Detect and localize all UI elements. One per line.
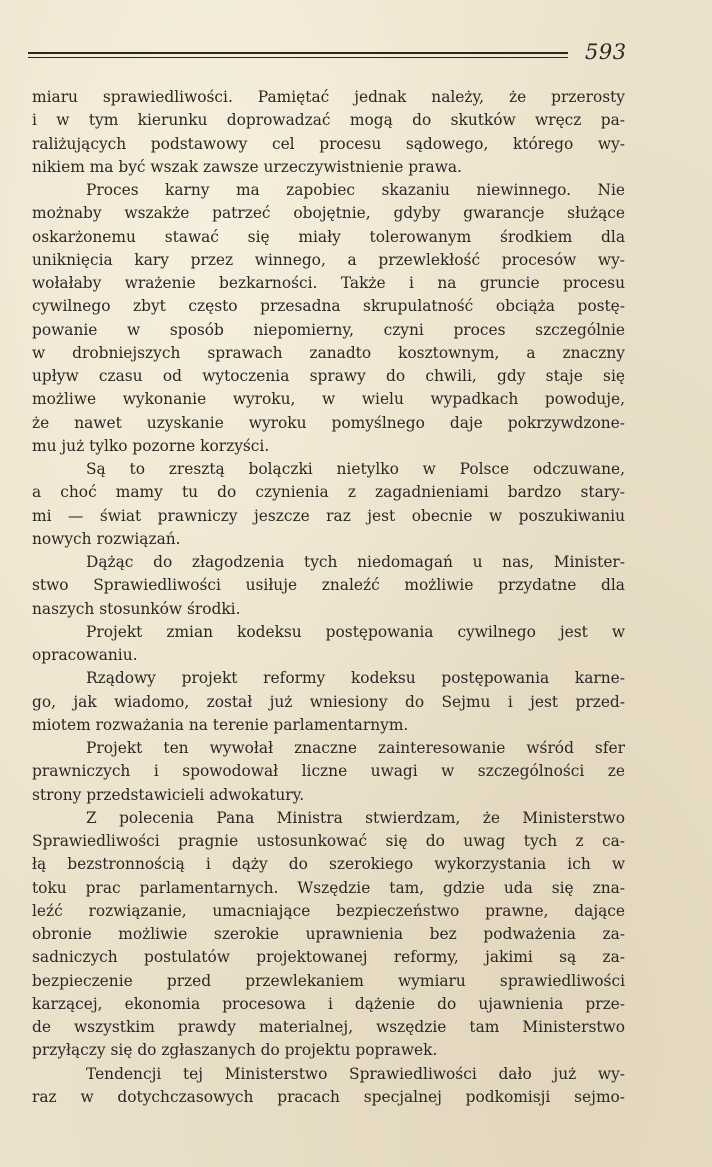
text-line: Sprawiedliwości pragnie ustosunkować się do uwag tych z ca- [32,832,625,850]
text-line: Tendencji tej Ministerstwo Sprawiedliwości dało już wy- [86,1064,625,1083]
text-line: go, jak wiadomo, został już wniesiony do Sejmu i jest przed- [32,692,625,711]
text-line: cywilnego zbyt często przesadna skrupulatność obciąża postę- [32,297,625,316]
text-line: karzącej, ekonomia procesowa i dążenie do ujawnienia prze- [32,994,625,1013]
text-line: oskarżonemu stawać się miały tolerowanym środkiem dla [32,227,625,246]
text-line: nikiem ma być wszak zawsze urzeczywistnienie prawa. [32,157,462,176]
header-rule [28,52,568,62]
text-line: przyłączy się do zgłaszanych do projektu poprawek. [32,1041,438,1060]
text-line: Z polecenia Pana Ministra stwierdzam, że Ministerstwo [86,808,625,827]
text-line: Rządowy projekt reformy kodeksu postępowania karne- [86,669,625,688]
text-line: raliżujących podstawowy cel procesu sądowego, którego wy- [32,134,625,153]
page-number: 593 [585,40,627,64]
text-line: miotem rozważania na terenie parlamentarnym. [32,715,409,734]
header-rule-line-top [28,52,568,54]
text-line: strony przedstawicieli adwokatury. [32,785,305,804]
text-line: Projekt ten wywołał znaczne zainteresowanie wśród sfer [86,739,625,757]
text-line: leźć rozwiązanie, umacniające bezpieczeństwo prawne, dające [32,901,625,920]
text-line: i w tym kierunku doprowadzać mogą do skutków wręcz pa- [32,111,625,130]
text-line: łą bezstronnością i dąży do szerokiego wykorzystania ich w [32,855,625,874]
text-line: upływ czasu od wytoczenia sprawy do chwili, gdy staje się [32,367,625,385]
text-line: że nawet uzyskanie wyroku pomyślnego daje pokrzywdzone- [32,413,625,432]
text-line: uniknięcia kary przez winnego, a przewlekłość procesów wy- [32,250,625,269]
text-line: możnaby wszakże patrzeć obojętnie, gdyby gwarancje służące [32,204,625,223]
text-line: wołałaby wrażenie bezkarności. Także i na gruncie procesu [32,274,625,292]
text-line: mu już tylko pozorne korzyści. [32,436,270,455]
text-line: opracowaniu. [32,646,138,664]
text-line: możliwe wykonanie wyroku, w wielu wypadkach powoduje, [32,390,625,409]
body-text [32,86,625,1109]
text-line: obronie możliwie szerokie uprawnienia bez podważenia za- [32,925,625,943]
text-line: stwo Sprawiedliwości usiłuje znaleźć możliwie przydatne dla [32,576,625,595]
text-line: naszych stosunków środki. [32,599,241,618]
text-line: w drobniejszych sprawach zanadto kosztownym, a znaczny [32,343,625,362]
text-line: bezpieczenie przed przewlekaniem wymiaru sprawiedliwości [32,971,625,990]
text-line: a choć mamy tu do czynienia z zagadnieniami bardzo stary- [32,483,625,502]
text-line: powanie w sposób niepomierny, czyni proces szczególnie [32,320,625,339]
text-line: raz w dotychczasowych pracach specjalnej podkomisji sejmo- [32,1087,625,1106]
text-line: Proces karny ma zapobiec skazaniu niewinnego. Nie [86,181,625,199]
text-line: toku prac parlamentarnych. Wszędzie tam, gdzie uda się zna- [32,878,625,897]
text-line: miaru sprawiedliwości. Pamiętać jednak należy, że przerosty [32,88,625,106]
text-line: sadniczych postulatów projektowanej reformy, jakimi są za- [32,948,625,967]
text-line: Dążąc do złagodzenia tych niedomagań u nas, Minister- [86,553,625,571]
text-line: de wszystkim prawdy materialnej, wszędzie tam Ministerstwo [32,1018,625,1036]
header-rule-line-bottom [28,57,568,58]
text-line: Są to zresztą bolączki nietylko w Polsce odczuwane, [86,460,625,478]
text-line: nowych rozwiązań. [32,529,181,548]
text-line: prawniczych i spowodował liczne uwagi w szczególności ze [32,762,625,781]
text-line: mi — świat prawniczy jeszcze raz jest obecnie w poszukiwaniu [32,506,625,525]
text-line: Projekt zmian kodeksu postępowania cywilnego jest w [86,622,625,641]
